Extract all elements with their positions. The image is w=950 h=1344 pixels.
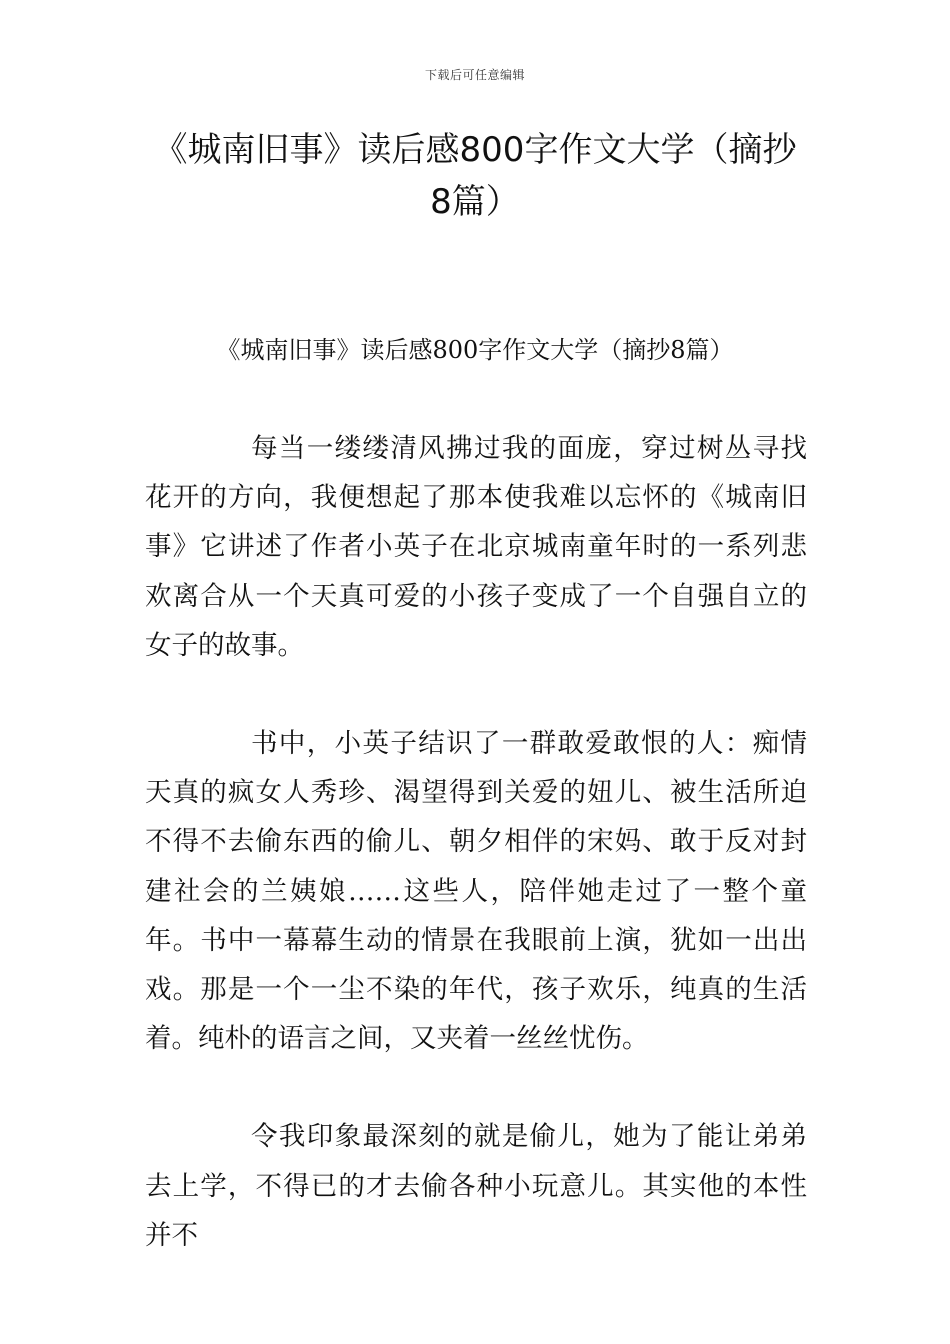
paragraph-2: 书中，小英子结识了一群敢爱敢恨的人：痴情天真的疯女人秀珍、渴望得到关爱的妞儿、被生活所迫不得不去偷东西的偷儿、朝夕相伴的宋妈、敢于反对封建社会的兰姨娘……这些人，陪伴她走过了一整个童年。书中一幕幕生动的情景在我眼前上演，犹如一出出戏。那是一个一尘不染的年代，孩子欢乐，纯真的生活着。纯朴的语言之间，又夹着一丝丝忧伤。 xyxy=(145,728,807,1055)
header-note: 下载后可任意编辑 xyxy=(424,68,525,82)
document-body xyxy=(145,424,807,1309)
document-title: 《城南旧事》读后感800字作文大学（摘抄8篇） xyxy=(153,130,797,222)
paragraph-1: 每当一缕缕清风拂过我的面庞，穿过树丛寻找花开的方向，我便想起了那本使我难以忘怀的《城南旧事》它讲述了作者小英子在北京城南童年时的一系列悲欢离合从一个天真可爱的小孩子变成了一个自强自立的女子的故事。 xyxy=(145,433,807,661)
document-subtitle: 《城南旧事》读后感800字作文大学（摘抄8篇） xyxy=(216,336,734,364)
paragraph-3: 令我印象最深刻的就是偷儿，她为了能让弟弟去上学，不得已的才去偷各种小玩意儿。其实他的本性并不 xyxy=(145,1121,807,1251)
